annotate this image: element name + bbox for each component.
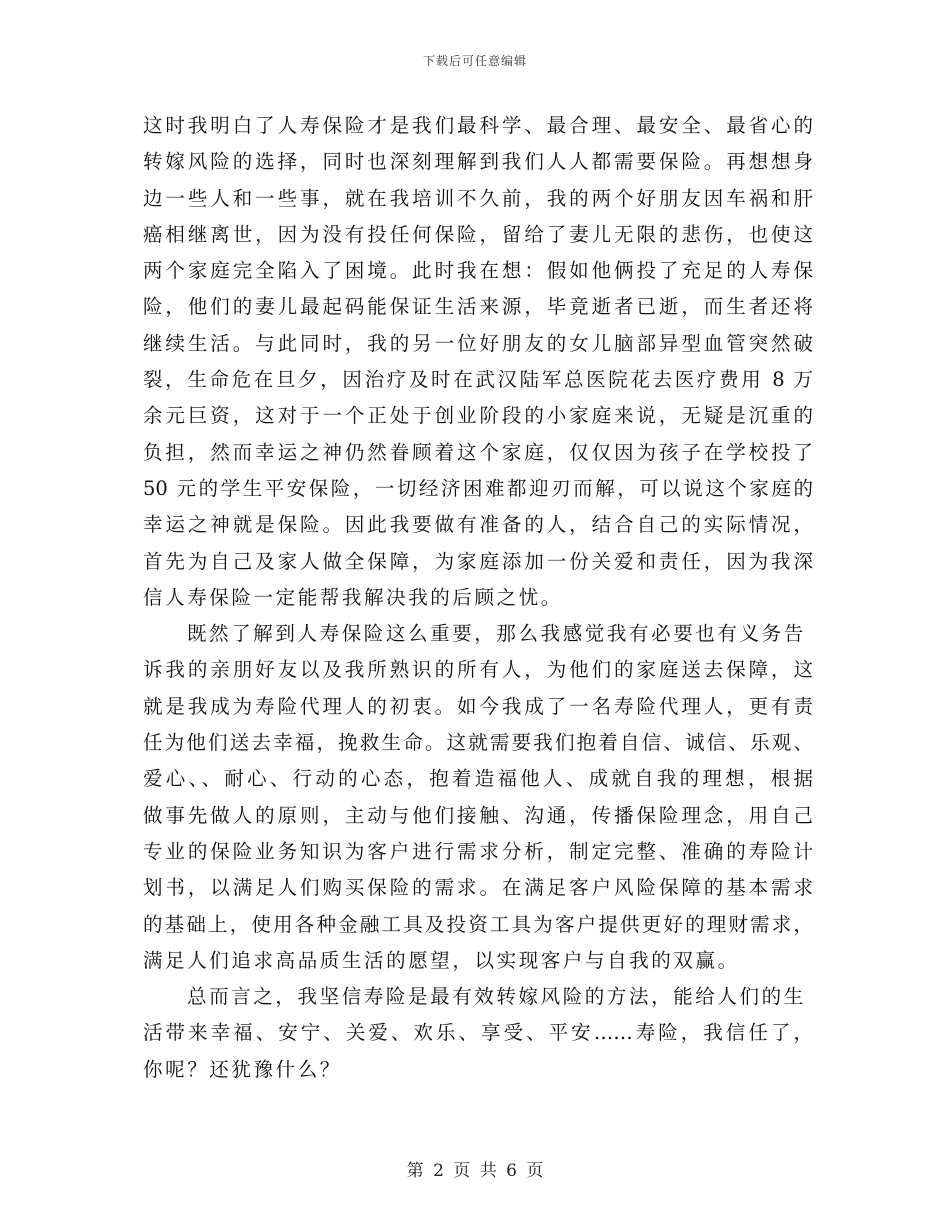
text-line: 这时我明白了人寿保险才是我们最科学、最合理、最安全、最省心的 <box>143 114 813 137</box>
page-header: 下载后可任意编辑 <box>422 54 527 68</box>
paragraph-3 <box>143 979 813 1088</box>
text-line: 总而言之，我坚信寿险是最有效转嫁风险的方法，能给人们的生 <box>187 985 806 1009</box>
text-line: 负担，然而幸运之神仍然眷顾着这个家庭，仅仅因为孩子在学校投了 <box>143 440 813 464</box>
text-line: 你呢？还犹豫什么？ <box>143 1057 342 1081</box>
text-line: 爱心、、耐心、行动的心态，抱着造福他人、成就自我的理想，根据 <box>143 767 813 791</box>
paragraph-1 <box>143 108 813 616</box>
page-footer: 第 2 页 共 6 页 <box>406 1161 544 1181</box>
text-line: 边一些人和一些事，就在我培训不久前，我的两个好朋友因车祸和肝 <box>143 186 813 210</box>
paragraph-2 <box>143 616 813 979</box>
text-line: 首先为自己及家人做全保障，为家庭添加一份关爱和责任，因为我深 <box>143 549 813 573</box>
text-line: 50 元的学生平安保险，一切经济困难都迎刃而解，可以说这个家庭的 <box>143 476 813 500</box>
text-line: 划书，以满足人们购买保险的需求。在满足客户风险保障的基本需求 <box>143 876 813 900</box>
text-line: 裂，生命危在旦夕，因治疗及时在武汉陆军总医院花去医疗费用 8 万 <box>143 368 813 392</box>
text-line: 既然了解到人寿保险这么重要，那么我感觉我有必要也有义务告 <box>187 622 806 646</box>
text-line: 转嫁风险的选择，同时也深刻理解到我们人人都需要保险。再想想身 <box>143 150 813 174</box>
text-line: 继续生活。与此同时，我的另一位好朋友的女儿脑部异型血管突然破 <box>143 331 813 355</box>
text-line: 就是我成为寿险代理人的初衷。如今我成了一名寿险代理人，更有责 <box>143 694 813 718</box>
text-line: 活带来幸福、安宁、关爱、欢乐、享受、平安……寿险，我信任了， <box>143 1021 813 1045</box>
text-line: 幸运之神就是保险。因此我要做有准备的人，结合自己的实际情况， <box>143 513 813 537</box>
text-line: 癌相继离世，因为没有投任何保险，留给了妻儿无限的悲伤，也使这 <box>143 222 813 246</box>
text-line: 余元巨资，这对于一个正处于创业阶段的小家庭来说，无疑是沉重的 <box>143 404 813 428</box>
text-line: 满足人们追求高品质生活的愿望，以实现客户与自我的双赢。 <box>143 948 740 972</box>
text-line: 专业的保险业务知识为客户进行需求分析，制定完整、准确的寿险计 <box>143 839 813 863</box>
text-line: 做事先做人的原则，主动与他们接触、沟通，传播保险理念，用自己 <box>143 803 813 827</box>
text-line: 险，他们的妻儿最起码能保证生活来源，毕竟逝者已逝，而生者还将 <box>143 295 813 319</box>
text-line: 两个家庭完全陷入了困境。此时我在想：假如他俩投了充足的人寿保 <box>143 259 813 283</box>
text-line: 任为他们送去幸福，挽救生命。这就需要我们抱着自信、诚信、乐观、 <box>143 731 813 755</box>
document-body <box>143 108 813 1088</box>
text-line: 的基础上，使用各种金融工具及投资工具为客户提供更好的理财需求， <box>143 912 813 936</box>
text-line: 信人寿保险一定能帮我解决我的后顾之忧。 <box>143 585 563 609</box>
text-line: 诉我的亲朋好友以及我所熟识的所有人，为他们的家庭送去保障，这 <box>143 658 813 682</box>
